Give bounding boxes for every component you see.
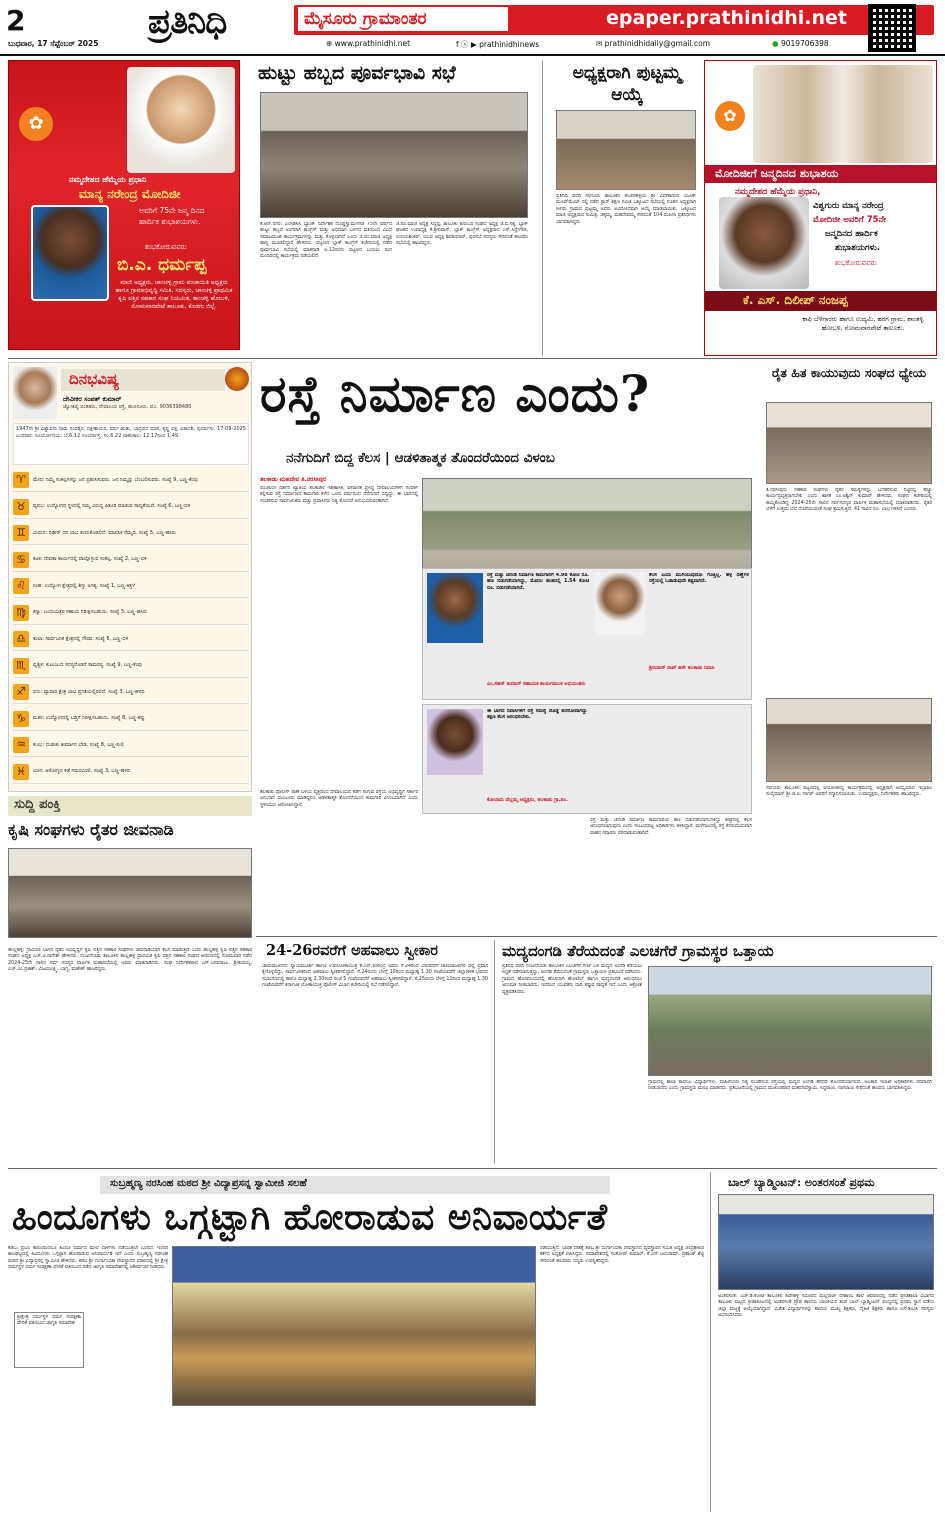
banner-photo [172,1246,536,1406]
zodiac-sign-icon: ♏ [13,658,29,674]
zodiac-row [13,469,249,492]
epaper-link[interactable]: epaper.prathinidhi.net [606,7,847,29]
quote3-text: ಈ ಭಾಗದ ನಿವಾಸಿಗಳಿಗೆ ರಸ್ತೆ ಸಮಸ್ಯೆ ದೊಡ್ಡ ತಲೆನೋವಾಗಿದ್ದು ತಕ್ಷಣ ಕೆಲಸ ಆರಂಭಿಸಬೇಕು. [487,709,587,721]
zodiac-row [13,522,249,545]
story1-headline: ಹುಟ್ಟು ಹಬ್ಬದ ಪೂರ್ವಭಾವಿ ಸಭೆ [258,62,456,84]
ad-right-name-bar [705,291,937,311]
zodiac-sign-icon: ♌ [13,578,29,594]
email-text: prathinidhidaily@gmail.com [604,39,711,48]
phone-icon: ● [772,39,781,48]
main-body3: ರಸ್ತೆ ಮತ್ತು ಚರಂಡಿ ನಿರ್ಮಾಣ ಕಾಮಗಾರಿಯ ಹಣ ಬಿಡುಗಡೆಯಾಗಬೇಕಿದ್ದು ಶೀಘ್ರದಲ್ಲಿ ಕೆಲಸ ಆರಂಭಿಸಲಾಗುವುದು ಎಂದು ಸಂಬಂಧಪಟ್ಟ ಅಧಿಕಾರಿಗಳು ತಿಳಿಸಿದ್ದಾರೆ. ಮಳೆಗಾಲದಲ್ಲಿ ರಸ್ತೆ ಕೆಸರುಮಯವಾಗಿ ವಾಹನ ಸವಾರರು ಪರದಾಡುವಂತಾಗಿದೆ. [590,818,752,836]
zodiac-text: ಧನು: ವ್ಯಾಪಾರ ಕ್ಷೇತ್ರ ಲಾಭ ಪ್ರಗತಿಯಲ್ಲಿರಲಿದೆ. ಸಂಖ್ಯೆ 3, ಬಣ್ಣ-ಹಳದಿ [33,688,145,695]
zodiac-row [13,628,249,651]
story3-body2: ಸರಗೂರು ತಾಲೂಕಿನ ಪಟ್ಟಣದಲ್ಲಿ ಆಯೋಜಿಸಿದ್ದ ಕಾರ್ಯಕ್ರಮದಲ್ಲಿ ಅಧ್ಯಕ್ಷರಾಗಿ ಆಯ್ಕೆಯಾದ ಇಬ್ರಾಹಿಂ ಸುಲೈಮಾನ್ ಶ್ರೀ.ಜಿ.ಪಿ. ನಾಗರ್ ಅವರಿಗೆ ಸನ್ಮಾನಿಸಲಾಯಿತು. ಉಪಾಧ್ಯಕ್ಷರು, ನಿರ್ದೇಶಕರು ಹಾಜರಿದ್ದರು. [766,786,932,798]
zodiac-text: ವೃಶ್ಚಿಕ: ಕುಟುಂಬದ ಸದಸ್ಯರೊಡನೆ ಸಾಮರಸ್ಯ. ಸಂಖ್ಯೆ 9, ಬಣ್ಣ-ಕೆಂಪು [33,662,142,669]
main-subheadline: ನನೆಗುದಿಗೆ ಬಿದ್ದ ಕೆಲಸ | ಆಡಳಿತಾತ್ಮಕ ತೊಂದರೆಯಿಂದ ವಿಳಂಬ [286,450,555,466]
story3-photo [766,402,932,484]
story5-body2: ಗ್ರಾಮದಲ್ಲಿ ಶಾಲಾ ಕಾಲೇಜು ವಿದ್ಯಾರ್ಥಿಗಳು, ಮಹಿಳೆಯರು ನಿತ್ಯ ಸಂಚರಿಸುವ ರಸ್ತೆಯಲ್ಲಿ ಮದ್ಯದ ಅಂಗಡಿ ತೆರೆದರೆ ತೊಂದರೆಯಾಗಲಿದೆ. ಅಬಕಾರಿ ಇಲಾಖೆ ಅಧಿಕಾರಿಗಳು ಪರವಾನಗಿ ನೀಡಬಾರದು ಎಂದು ಗ್ರಾಮಸ್ಥರು ಮನವಿ ಮಾಡಿದರು. ಪ್ರತಿಭಟನೆಯಲ್ಲಿ ಗ್ರಾಮದ ಮುಖಂಡರಾದ ಮಹದೇವಸ್ವಾಮಿ, ಸಿದ್ದರಾಜು, ನಾಗರಾಜು ಸೇರಿದಂತೆ ಹಲವರು ಭಾಗವಹಿಸಿದ್ದರು. [648,1080,932,1092]
story3-photo-2 [766,698,932,782]
suddi-photo [8,848,252,938]
zodiac-sign-icon: ♊ [13,525,29,541]
main-body1: ಪಂಚಲಿಂಗ ದರ್ಶನ ಖ್ಯಾತಿಯ ತಲಕಾಡಿನ ಇತಿಹಾಸಿಕ, ಪೌರಾಣಿಕ ಪ್ರಸಿದ್ಧ ದೇವಾಲಯಗಳಿಗೆ ಸಂಪರ್ಕ ಕಲ್ಪಿಸುವ ರಸ್ತೆ ನಿರ್ಮಾಣದ ಕಾಮಗಾರಿ ಕಳೆದ ಒಂದು ವರ್ಷದಿಂದ ನೆನೆಗುದಿಗೆ ಬಿದ್ದಿದ್ದು, ಈ ಭಾಗದಲ್ಲಿ ಸಂಚರಿಸುವ ಸಾರ್ವಜನಿಕರು ಮತ್ತು ಪ್ರವಾಸಿಗರು ನಿತ್ಯ ತೊಂದರೆ ಅನುಭವಿಸುವಂತಾಗಿದೆ. [260,486,418,504]
ad-left-name: ಬಿ.ಎ. ಧರ್ಮಪ್ಪ [117,255,207,275]
zodiac-row [13,549,249,572]
main-story [256,362,756,932]
main-body2: ತಲಕಾಡು ಪೊಲೀಸ್ ಠಾಣೆ ಬಳಿಯ ವೃತ್ತದಿಂದ ದೇವಾಲಯದ ಕಡೆಗೆ ಸಾಗುವ ರಸ್ತೆಯ ಅಭಿವೃದ್ಧಿಗೆ ಸರ್ಕಾರ ಅನುದಾನ ಮಂಜೂರು ಮಾಡಿದ್ದರೂ ಆಡಳಿತಾತ್ಮಕ ತೊಂದರೆಯಿಂದ ಕಾಮಗಾರಿ ವಿಳಂಬವಾಗಿದೆ ಎಂದು ಸ್ಥಳೀಯರು ಆರೋಪಿಸಿದ್ದಾರೆ. [260,790,418,808]
ad-right-line2: ವಿಶ್ವಗುರು ಮಾನ್ಯ ನರೇಂದ್ರ [813,201,884,211]
social-handle[interactable] [456,39,539,50]
story1-body-right: ಜಿ.ಪಂ.ಮಾಜಿ ಅಧ್ಯಕ್ಷ ಸಿದ್ದಪ್ಪ, ತಾಲೂಕು ಕುರುಬರ ಸಂಘದ ಅಧ್ಯಕ್ಷ ಜಿ.ಬಿ.ಸತ್ಯ, ಬ್ಲಾಕ್ ಘಟಕದ ಉಪಾಧ್ಯಕ್ಷ ಕೆ.ಶ್ರೀನಿವಾಸ್, ಬ್ಲಾಕ್ ಕಾಂಗ್ರೆಸ್ ಅಧ್ಯಕ್ಷರಾದ ಎಸ್.ಸಿದ್ದೇಗೌಡ, ಉದಯಶಂಕರ್, ಯುವ ಅಧ್ಯಕ್ಷ ಶಿವಕುಮಾರ್, ಪುರಸಭೆ ಸದಸ್ಯರು ಸೇರಿದಂತೆ ಹಲವರು ಸಭೆಯಲ್ಲಿ ಹಾಜರಿದ್ದರು. [396,222,528,247]
date: ಬುಧವಾರ, 17 ಸೆಪ್ಟೆಂಬರ್ 2025 [8,39,99,48]
ad-right-line6: ಶುಭಕೋರುವವರು [835,259,877,267]
suddi-title: ಸುದ್ದಿ ಪಂಕ್ತಿ [14,797,61,812]
social-text: prathinidhinews [479,40,540,49]
story2-body: ಪ್ರತಿನಿಧಿ ವರದಿ ಸರಗೂರು ತಾಲೂಕಿನ ಕೆಂಚನಹಳ್ಳಿಯ ಶ್ರೀ ವಿವೇಕಾನಂದ ಯೂತ್ ಮೂವ್‌ಮೆಂಟ್ ನಲ್ಲಿ ನಡೆದ ಸ್ಟಾರ್ ಶಿಕ್ಷಣ ಸಮಿತಿ ಒಕ್ಕೂಟದ ಸಭೆಯಲ್ಲಿ ನೂತನ ಅಧ್ಯಕ್ಷರಾಗಿ ಸೀಗರು ಗ್ರಾಮದ ಪುಟ್ಟಮ್ಮ ಅವರು ಅವಿರೋಧವಾಗಿ ಆಯ್ಕೆ ಮಾಡಲಾಯಿತು. ಒಕ್ಕೂಟದ ಮಾಜಿ ಅಧ್ಯಕ್ಷರಾದ ಸುಮಿತ್ರ, ಚಿಕ್ಕಮ್ಮ, ಮಹದೇವಮ್ಮ ಸೇರಿದಂತೆ 104 ಮಹಿಳಾ ಪ್ರತಿನಿಧಿಗಳು ಭಾಗವಹಿಸಿದ್ದರು. [556,194,696,225]
logo: ಪ್ರತಿನಿಧಿ [148,2,227,42]
official-photo [427,573,483,643]
ad-left-line4: ಹಾರ್ದಿಕ ಶುಭಾಶಯಗಳು. [139,217,201,226]
edition-banner [294,5,934,35]
story-petitions [256,940,492,1164]
banner-kicker: ಸುಬ್ರಹ್ಮಣ್ಯ ನರಸಿಂಹ ಮಠದ ಶ್ರೀ ವಿದ್ಯಾಪ್ರಸನ್ನ ಸ್ವಾಮೀಜಿ ಸಲಹೆ [110,1178,307,1189]
main-headline: ರಸ್ತೆ ನಿರ್ಮಾಣ ಎಂದು? [260,364,651,423]
quote3-by: ಕೋಲಾಮ ವೆಲ್ಲಮ್ಮ ಅಧ್ಯಕ್ಷರು, ತಲಕಾಡು ಗ್ರಾ.ಪಂ. [487,797,568,803]
ad-left-line3: ಅವರಿಗೆ 75ನೇ ಜನ್ಮ ದಿನದ [139,206,205,215]
zodiac-row [13,602,249,625]
story1-photo [260,92,528,218]
banner-kicker-bar [100,1176,610,1194]
zodiac-row [13,575,249,598]
quote2-by: ಶ್ರೀನಿವಾಸ್ ರಾವ್ ಹಳೇ ತಲಕಾಡು ನಿವಾಸಿ [649,665,715,671]
suddi-headline: ಕೃಷಿ ಸಂಘಗಳು ರೈತರ ಜೀವನಾಡಿ [8,820,174,839]
suddi-pankti [8,796,252,946]
panchanga: 1947ನೇ ಶ್ರೀ ವಿಶ್ವಾವಸು ನಾಮ ಸಂವತ್ಸರ, ದಕ್ಷಿಣಾಯನ, ವರ್ಷ ಋತು, ಭಾದ್ರಪದ ಮಾಸ, ಕೃಷ್ಣ ಪಕ್ಷ, ಏಕಾದಶಿ, ಪುನರ್ವಸು, 17-09-2025 ಬುಧವಾರ. ಸೂರ್ಯೋದಯ: ಬೆ.6.12 ಸೂರ್ಯಾಸ್ತ: ಸಂ.6.22 ರಾಹುಕಾಲ: 12.17ರಿಂದ 1.49 [13,423,249,465]
zodiac-sign-icon: ♓ [13,764,29,780]
horoscope-title-bar [61,369,225,391]
zodiac-text: ಕನ್ಯಾ: ಬಂಧುಮಿತ್ರರ ಸಹಾಯ ನಿರೀಕ್ಷಿಸಬಹುದು. ಸಂಖ್ಯೆ 5, ಬಣ್ಣ-ಹಸಿರು [33,609,148,616]
story-birthday-meeting [248,60,538,356]
ad-left-line1: ನಮ್ಮದೇಶದ ಹೆಮ್ಮೆಯ ಪ್ರಧಾನಿ [69,175,147,184]
banner-headline: ಹಿಂದೂಗಳು ಒಗ್ಗಟ್ಟಾಗಿ ಹೋರಾಡುವ ಅನಿವಾರ್ಯತೆ [12,1196,608,1238]
bjp-lotus-icon: ✿ [19,107,53,141]
ad-right-line3: ಮೋದಿಜೀ ಅವರಿಗೆ 75ನೇ [813,215,887,225]
story2-photo [556,110,696,190]
zodiac-sign-icon: ♒ [13,737,29,753]
banner-photo-caption: ಶ್ರೀಕ್ಷೇತ್ರ ಧರ್ಮಸ್ಥಳ ಧರ್ಮ ಸಂರಕ್ಷಣಾ ವೇದಿಕೆ ವತಿಯಿಂದ ಜಾಗೃತಿ ಸಮಾವೇಶ [17,1315,81,1327]
website[interactable] [326,39,410,48]
story3-body: ತಿ.ನರಸೀಪುರ: ಸಹಕಾರ ಸಂಘಗಳು ರೈತರ ಸಮಸ್ಯೆಗಳನ್ನು ಬಗೆಹರಿಸುವ ನಿಟ್ಟಿನಲ್ಲಿ ಹೆಚ್ಚು ಕಾರ್ಯಪ್ರವೃತ್ತರಾಗಬೇಕು ಎಂದು ಶಾಸಕ ಎಂ.ಅಶ್ವಿನ್ ಕುಮಾರ್ ಹೇಳಿದರು. ಸಂಘದ ಕಚೇರಿಯಲ್ಲಿ ಹಮ್ಮಿಕೊಂಡಿದ್ದ 2024-25ನೇ ಸಾಲಿನ ಸರ್ವಸದಸ್ಯರ ವಾರ್ಷಿಕ ಮಹಾಸಭೆಯಲ್ಲಿ ಮಾತನಾಡಿದರು. ರೈತರ ಬೆಳೆಗೆ ಉತ್ತಮ ಬೆಲೆ ದೊರೆಯುವಂತೆ ಸಂಘ ಶ್ರಮಿಸುತ್ತಿದೆ. 41 ಸಾವಿರ ರೂ. ಲಾಭ ಗಳಿಸಿದೆ ಎಂದರು. [766,488,932,513]
horoscope-author-desc: ಜ್ಯೋತಿಷ್ಯ ಪಂಡಿತರು, ದೇವಾಲಯ ರಸ್ತೆ, ಹುಣಸೂರು. ಮೊ. 9036398480 [63,404,192,410]
mail-icon: ✉ [596,39,605,48]
zodiac-text: ಮೇಷ: ನಿಮ್ಮ ಸಂಕಲ್ಪಗಳನ್ನು ಜನ ಪ್ರಶಂಸಿಸುವರು. ಜನ ನಿಮ್ಮನ್ನು ಬೆಂಬಲಿಸುವರು. ಸಂಖ್ಯೆ 9, ಬಣ್ಣ-ಕೆಂಪು [33,476,198,483]
ad-right-line5: ಶುಭಾಶಯಗಳು. [835,243,881,253]
ad-right-title: ಮೋದಿಜೀಗೆ ಜನ್ಮದಿನದ ಶುಭಾಶಯ [715,167,839,180]
zodiac-row [13,761,249,784]
banner-body: ಕಡಬ: ಪ್ರಬಲ ಕಾಲಿಂದಿಂದಲೂ ಹಿಂದೂ ಧರ್ಮದ ಮೇಲೆ ದಾಳಿಗಳು ನಡೆಯುತ್ತಲೇ ಬಂದಿದೆ. ಇಂದಿನ ಕಾಲಘಟ್ಟದಲ್ಲಿ ಹಿಂದೂಗಳು ಒಗ್ಗಟ್ಟಾಗಿ ಹೋರಾಡುವ ಅನಿವಾರ್ಯತೆ ಇದೆ ಎಂದು ಸುಬ್ರಹ್ಮಣ್ಯ ನರಸಿಂಹ ಮಠದ ಶ್ರೀ ವಿದ್ಯಾಪ್ರಸನ್ನ ಸ್ವಾಮೀಜಿ ಹೇಳಿದರು. ಕಡಬ ಶ್ರೀ ದುರ್ಗಾಂಬಿಕಾ ದೇವಸ್ಥಾನದ ವಠಾರದಲ್ಲಿ ಶ್ರೀ ಕ್ಷೇತ್ರ ಧರ್ಮಸ್ಥಳ ಧರ್ಮ ಸಂರಕ್ಷಣಾ ವೇದಿಕೆ ವತಿಯಿಂದ ನಡೆದ ಜಾಗೃತಿ ಸಮಾವೇಶದಲ್ಲಿ ಆಶೀರ್ವಚನ ನೀಡಿದರು. [8,1246,168,1271]
suddi-title-bar [8,796,252,816]
zodiac-sign-icon: ♎ [13,631,29,647]
resident-photo [595,573,645,635]
zodiac-wheel-icon [225,367,249,391]
story5-body: ಪ್ರತಿನಿಧಿ ವರದಿ ನಂಜನಗೂಡು ತಾಲೂಕಿನ ಎಲಚಗೆರೆ ಗೇಟ್ ಬಳಿ ಮದ್ಯದ ಅಂಗಡಿ ತೆರೆಯಲು ಸಿದ್ಧತೆ ನಡೆಸಲಾಗುತ್ತಿದ್ದು, ಅಂಗಡಿ ತೆರೆಯದಂತೆ ಗ್ರಾಮಸ್ಥರು ಒತ್ತಾಯಿಸಿ ಪ್ರತಿಭಟನೆ ನಡೆಸಿದರು. ಗ್ರಾಮದ ಹೊರವಲಯದಲ್ಲಿ ಹೊಸದಾಗಿ ಹೋಟೆಲ್ ಹಾಗೂ ಮದ್ಯದಂಗಡಿ ಆರಂಭಿಸಲು ಅನುಮತಿ ನೀಡಬಾರದು. ಇದರಿಂದ ಯುವಕರು ದಾರಿ ತಪ್ಪುವ ಸಾಧ್ಯತೆ ಇದೆ ಎಂದು ಆಕ್ರೋಶ ವ್ಯಕ್ತಪಡಿಸಿದರು. [502,964,642,995]
horoscope-author: ದೇವೀಕರ ಸಂಪತ್ ಕುಮಾರ್ [63,395,122,403]
story4-body: ಚಾಮರಾಜನಗರ: ನ್ಯಾಯಮೂರ್ತಿ ಹಾಗೂ ಉಪಲೋಕಾಯುಕ್ತ ಕೆ.ಎನ್.ಫಣೀಂದ್ರ ಅವರು ಸೆ.24ರಿಂದ 26ರವರೆಗೆ ಚಾಮರಾಜನಗರ ಜಿಲ್ಲೆ ಪ್ರವಾಸ ಕೈಗೊಳ್ಳಲಿದ್ದು, ಸಾರ್ವಜನಿಕರಿಂದ ಅಹವಾಲು ಸ್ವೀಕರಿಸಲಿದ್ದಾರೆ. ಸೆ.24ರಂದು ಬೆಳಗ್ಗೆ 10ರಿಂದ ಮಧ್ಯಾಹ್ನ 1.30 ಗಂಟೆಯವರೆಗೆ ಜಿಲ್ಲಾಡಳಿತ ಭವನದ ಸಭಾಂಗಣದಲ್ಲಿ ಹಾಗೂ ಮಧ್ಯಾಹ್ನ 2.30ರಿಂದ ಸಂಜೆ 5 ಗಂಟೆಯವರೆಗೆ ಅಹವಾಲು ಸ್ವೀಕರಿಸಲಿದ್ದಾರೆ. ಸೆ.25ರಂದು ಬೆಳಗ್ಗೆ 11ರಿಂದ ಮಧ್ಯಾಹ್ನ 1.30 ಗಂಟೆಯವರೆಗೆ ಕರ್ನಾಟಕ ಲೋಕಾಯುಕ್ತ ಪೊಲೀಸ್ ವಿಭಾಗ ಕಚೇರಿಯಲ್ಲಿ ಸಭೆ ನಡೆಸಲಿದ್ದಾರೆ. [262,964,488,989]
phone[interactable] [772,39,829,48]
zodiac-row [13,734,249,757]
story3-headline: ರೈತ ಹಿತ ಕಾಯುವುದು ಸಂಘದ ಧ್ಯೇಯ [771,365,927,380]
modi-photo [127,67,235,173]
story1-body-left: ಕೆ.ಆರ್.ನಗರ: ಎಂಸಿಡಿಸಿಸಿ ಬ್ಯಾಂಕ್ ನಿರ್ದೇಶಕ ದೊಡ್ಡಸ್ವಾಮೇಗೌಡ 75ನೇ ವರ್ಷದ ಹುಟ್ಟು ಹಬ್ಬದ ಅಂಗವಾಗಿ ಕಾಂಗ್ರೆಸ್ ಮತ್ತು ಅಭಿಮಾನಿ ಬಳಗದ ವತಿಯಿಂದ ವಿವಿಧ ಸಮಾಜಮುಖಿ ಕಾರ್ಯಕ್ರಮಗಳನ್ನು ಮತ್ತು ಕೊಳ್ಳಲಾಗಿದೆ ಎಂದು ಜಿ.ಪಂ.ಮಾಜಿ ಅಧ್ಯಕ್ಷ ಹಾಸ್ಯ ಮೂಡಲಿದ್ದಾರೆ ಹೇಳಿದರು. ಪಟ್ಟಣದ ಬ್ಲಾಕ್ ಕಾಂಗ್ರೆಸ್ ಕಚೇರಿಯಲ್ಲಿ ನಡೆದ ಪೂರ್ವಭಾವಿ ಸಭೆಯಲ್ಲಿ ಮಾತನಾಡಿ ಅ.12ರಂದು ಪಟ್ಟಣದ ಬಯಲು ರಂಗ ಮಂದಿರದಲ್ಲಿ ಕಾರ್ಯಕ್ರಮ ನಡೆಯಲಿದೆ. [260,222,392,260]
qr-code[interactable] [868,4,916,52]
social-icons: f ⓧ ▶ [456,40,480,49]
ad-right-desc: ಕಾಫಿ ಬೆಳೆಗಾರರು ಹಾಗೂ ಉದ್ಯಮಿ, ಹರಗ ಗ್ರಾಮ, ಶಾಂತಳ್ಳಿ ಹೋಬಳಿ, ಸೋಮವಾರಪೇಟೆ ತಾಲೂಕು. [802,315,924,332]
zodiac-text: ವೃಷಭ: ಉದ್ಯೋಗದ ಸ್ಥಳದಲ್ಲಿ ನಿಮ್ಮ ವಿರುದ್ಧ ಪಿತೂರಿ ಮಾಡುವ ಸಾಧ್ಯತೆಯಿದೆ. ಸಂಖ್ಯೆ 6, ಬಣ್ಣ-ಬಿಳಿ [33,503,191,510]
president-photo [427,709,483,775]
website-text: www.prathinidhi.net [334,39,411,48]
horoscope-author-photo [13,367,57,419]
story2-headline: ಅಧ್ಯಕ್ಷರಾಗಿ ಪುಟ್ಟಮ್ಮ ಆಯ್ಕೆ [572,63,682,105]
ad-right-name: ಕೆ. ಎಸ್. ದಿಲೀಪ್ ನಂಜಪ್ಪ [743,293,848,307]
modi-photos [753,65,933,163]
quote1-text: ರಸ್ತೆ ಮತ್ತು ಚರಂಡಿ ನಿರ್ಮಾಣ ಕಾಮಗಾರಿಗೆ 4.98 ಕೋಟಿ ರೂ. ಹಣ ಬಿಡುಗಡೆಯಾಗಿದ್ದು, ಮೊದಲ ಹಂತದಲ್ಲಿ 1.54 ಕೋಟಿ ರೂ. ಬಿಡುಗಡೆಯಾಗಿದೆ. [487,573,589,591]
zodiac-sign-icon: ♍ [13,605,29,621]
zodiac-sign-icon: ♉ [13,499,29,515]
banner-body2: ನಡೆಯುತ್ತಿದೆ. ಭಾರತ ದೇಶಕ್ಕೆ ಕಡಬ ಶ್ರೀ ದುರ್ಗಾಂಬಿಕಾ ದೇವಸ್ಥಾನದ ವ್ಯವಸ್ಥಾಪನ ಸಮಿತಿ ಅಧ್ಯಕ್ಷ ಚಂದ್ರಶೇಖರ ಕರ್ಕೆರ ಅಧ್ಯಕ್ಷತೆ ವಹಿಸಿದ್ದರು. ಸಮಾವೇಶದಲ್ಲಿ ಸಂತೋಷ್ ಕುಮಾರ್, ಕೆ.ಎಸ್.ಜಯರಾಮ್, ಪ್ರಶಾಂತ್ ಶೆಟ್ಟಿ ಸೇರಿದಂತೆ ಹಲವಾರು ಗಣ್ಯರು ಉಪಸ್ಥಿತರಿದ್ದರು. [540,1246,704,1264]
globe-icon: ⊕ [326,39,335,48]
banner-photo-caption-box [14,1312,84,1368]
edition-title: ಮೈಸೂರು ಗ್ರಾಮಾಂತರ [298,7,508,31]
main-byline: ತಲಕಾಡು ಮಹದೇವ ತಿ.ನರಸೀಪುರ [260,476,327,483]
story6-headline: ಬಾಲ್ ಬ್ಯಾಡ್ಮಿಂಟನ್: ಅಂತರಸಂತೆ ಪ್ರಥಮ [728,1176,875,1189]
zodiac-sign-icon: ♑ [13,711,29,727]
story-puttamma [546,60,702,356]
zodiac-row [13,655,249,678]
horoscope-panel [8,362,252,792]
story-liquor-shop [498,940,937,1164]
ad-right-title-bar [705,165,937,183]
ad-right-line1: ನಮ್ಮದೇಶದ ಹೆಮ್ಮೆಯ ಪ್ರಧಾನಿ, [735,187,821,197]
story5-photo [648,966,932,1076]
suddi-body: ಹುಲ್ಲಹಳ್ಳಿ: ಗ್ರಾಮೀಣ ಭಾಗದ ರೈತರ ಅಭಿವೃದ್ಧಿಗೆ ಕೃಷಿ ಪತ್ತಿನ ಸಹಕಾರ ಸಂಘಗಳು ಜೀವನಾಡಿಯಾಗಿ ಕೆಲಸ ಮಾಡುತ್ತವೆ ಎಂದು ಹುಲ್ಲಹಳ್ಳಿ ಕೃಷಿ ಪತ್ತಿನ ಸಹಕಾರ ಸಂಘದ ಅಧ್ಯಕ್ಷ ಎಚ್.ಟಿ.ನಾಗೇಶ್ ಹೇಳಿದರು. ನಂಜನಗೂಡು ತಾಲೂಕಿನ ಹುಲ್ಲಹಳ್ಳಿ ಪ್ರಾಥಮಿಕ ಕೃಷಿ ಪತ್ತಿನ ಸಹಕಾರ ಸಂಘದ ಆವರಣದಲ್ಲಿ ಸೋಮವಾರ ನಡೆದ 2024-25ನೇ ಸಾಲಿನ ಸರ್ವ ಸದಸ್ಯರ ವಾರ್ಷಿಕ ಮಹಾಸಭೆಯಲ್ಲಿ ಅವರು ಮಾತನಾಡಿದರು. ಸಂಘ ನಿರ್ದೇಶಕರಾದ ಎಸ್.ಬಸವರಾಜು, ಶ್ರೀಕಂಠಯ್ಯ, ಎಚ್.ಎಂ.ಪ್ರಕಾಶ್, ವಿಜಯಲಕ್ಷ್ಮಿ, ಭಾಗ್ಯ, ಮಹೇಶ್ ಹಾಜರಿದ್ದರು. [8,948,252,973]
zodiac-text: ಸಿಂಹ: ಉದ್ಯೋಗ ಕ್ಷೇತ್ರದಲ್ಲಿ ಶಿಸ್ತು ಅಗತ್ಯ. ಸಂಖ್ಯೆ 1, ಬಣ್ಣ-ಕಿತ್ತಳೆ [33,582,136,589]
zodiac-text: ಮಕರ: ಉದ್ಯೋಗದಲ್ಲಿ ಬಡ್ತಿಗೆ ನಿರೀಕ್ಷಿಸಬಹುದು. ಸಂಖ್ಯೆ 8, ಬಣ್ಣ-ಕಪ್ಪು [33,715,145,722]
ad-left [8,60,240,350]
story5-headline: ಮದ್ಯದಂಗಡಿ ತೆರೆಯದಂತೆ ಎಲಚಗೆರೆ ಗ್ರಾಮಸ್ಥರ ಒತ್ತಾಯ [502,942,774,960]
zodiac-sign-icon: ♈ [13,472,29,488]
story-farmers-welfare [760,362,937,932]
main-quote-box [422,568,752,700]
horoscope-title: ದಿನಭವಿಷ್ಯ [69,370,120,388]
story4-headline: 24-26ರವರೆಗೆ ಅಹವಾಲು ಸ್ವೀಕಾರ [266,942,438,959]
donor-photo-right [719,197,809,289]
zodiac-text: ಮೀನ: ಆರೋಗ್ಯದ ಕಡೆ ಗಮನವಿರಲಿ. ಸಂಖ್ಯೆ 3, ಬಣ್ಣ-ಹಳದಿ [33,768,131,775]
zodiac-text: ಕಟಕ: ದೇವತಾ ಕಾರ್ಯದಲ್ಲಿ ಪಾಲ್ಗೊಳ್ಳುವ ಸಂಕಲ್ಪ. ಸಂಖ್ಯೆ 2, ಬಣ್ಣ-ಬಿಳಿ [33,556,147,563]
zodiac-row [13,681,249,704]
ad-right [704,60,937,356]
ad-right-line4: ಜನ್ಮದಿನದ ಹಾರ್ದಿಕ [825,229,878,239]
donor-photo [31,205,109,301]
quote2-text: ಕೆಲಸ ಎಂದು ಮುಗಿಯುವುದೋ ಗೊತ್ತಿಲ್ಲ. ಹಳ್ಳ ದಿಣ್ಣೆಗಳ ರಸ್ತೆಯಲ್ಲಿ ಓಡಾಡುವುದೇ ಕಷ್ಟವಾಗಿದೆ. [649,573,749,585]
ad-left-line5: ಶುಭಕೋರುವವರು [145,243,187,251]
phone-text: 9019706398 [780,39,829,48]
quote1-by: ಎಂ.ಸಹನ್ ಕುಮಾರ್ ಸಹಾಯಕ ಕಾರ್ಯಪಾಲಕ ಅಭಿಯಂತರು [487,681,586,687]
zodiac-sign-icon: ♋ [13,552,29,568]
zodiac-text: ತುಲಾ: ಸಾರ್ವಜನಿಕ ಕ್ಷೇತ್ರದಲ್ಲಿ ಗೌರವ. ಸಂಖ್ಯೆ 6, ಬಣ್ಣ-ಬಿಳಿ [33,635,129,642]
story6-body: ಅಂತರಸಂತೆ: ಎಚ್.ಡಿ.ಕೋಟೆ ತಾಲೂಕಿನ ಹಿರೇಹಳ್ಳಿ ಸಮೀಪದ ಮಲ್ಲರಾಜ್ ದೇಶಾಯಿ ಶಾಲೆ ಆವರಣದಲ್ಲಿ ನಡೆದ ಪ್ರೌಢಶಾಲಾ ವಿಭಾಗದ ತಾಲೂಕು ಮಟ್ಟದ ಕ್ರೀಡಾಕೂಟದಲ್ಲಿ ಅಂತರಸಂತೆ ಪ್ರೌಢ ಶಾಲೆಯ ಬಾಲಕಿಯರ ತಂಡ ಬಾಲ್ ಬ್ಯಾಡ್ಮಿಂಟನ್ ಪಂದ್ಯದಲ್ಲಿ ಪ್ರಥಮ ಸ್ಥಾನ ಪಡೆದು ಜಿಲ್ಲಾ ಮಟ್ಟಕ್ಕೆ ಆಯ್ಕೆಯಾಗಿದ್ದಾರೆ. ವಿಜೇತ ವಿದ್ಯಾರ್ಥಿಗಳನ್ನು ಶಾಲೆಯ ಮುಖ್ಯ ಶಿಕ್ಷಕರು, ದೈಹಿಕ ಶಿಕ್ಷಕರು ಹಾಗೂ ಎಸ್‌ಡಿಎಂಸಿ ಸದಸ್ಯರು ಅಭಿನಂದಿಸಿದರು. [718,1294,934,1319]
ad-left-line2: ಮಾನ್ಯ ನರೇಂದ್ರ ಮೋದಿಜೀ [79,187,181,201]
bjp-lotus-icon-right: ✿ [715,101,745,131]
page-number: 2 [6,4,26,37]
zodiac-text: ಮಿಥುನ: ದಿಢೀರ್ ಧನ ಲಾಭ ತಂದುಕೊಡಲಿದೆ. ಮಾನಸಿಕ ನೆಮ್ಮದಿ. ಸಂಖ್ಯೆ 5, ಬಣ್ಣ-ಹಸಿರು [33,529,177,536]
email[interactable] [596,39,710,48]
zodiac-row [13,496,249,519]
zodiac-row [13,708,249,731]
story-ball-badminton [714,1172,937,1512]
zodiac-sign-icon: ♐ [13,684,29,700]
ad-left-desc: ಮಾಜಿ ಅಧ್ಯಕ್ಷರು, ಚಾಂಚಳ್ಳಿ ಗ್ರಾಮ ಪಂಚಾಯಿತಿ ಅಧ್ಯಕ್ಷರು ಹಾಗೂ ಗ್ರಾಮಾಭಿವೃದ್ಧಿ ಸಮಿತಿ, ಸದಸ್ಯರು, ಚಾಂಚಳ್ಳಿ ಪ್ರಾಥಮಿಕ ಕೃಷಿ ಪತ್ತಿನ ಸಹಕಾರ ಸಂಘ ನಿಯಮಿತ, ತಾಂಚಳ್ಳಿ ಹೋಬಳಿ, ಸೋಮವಾರಪೇಟೆ ತಾಲೂಕು, ಕೊಡಗು ಜಿಲ್ಲೆ. [115,279,233,310]
zodiac-text: ಕುಂಭ: ದುಡುಕು ತೀರ್ಮಾನ ಬೇಡ. ಸಂಖ್ಯೆ 8, ಬಣ್ಣ-ನೀಲಿ [33,741,124,748]
story-hindu-unity [8,1172,706,1512]
masthead [0,0,945,56]
main-quote-box-2 [422,704,752,814]
story6-photo [718,1194,934,1290]
